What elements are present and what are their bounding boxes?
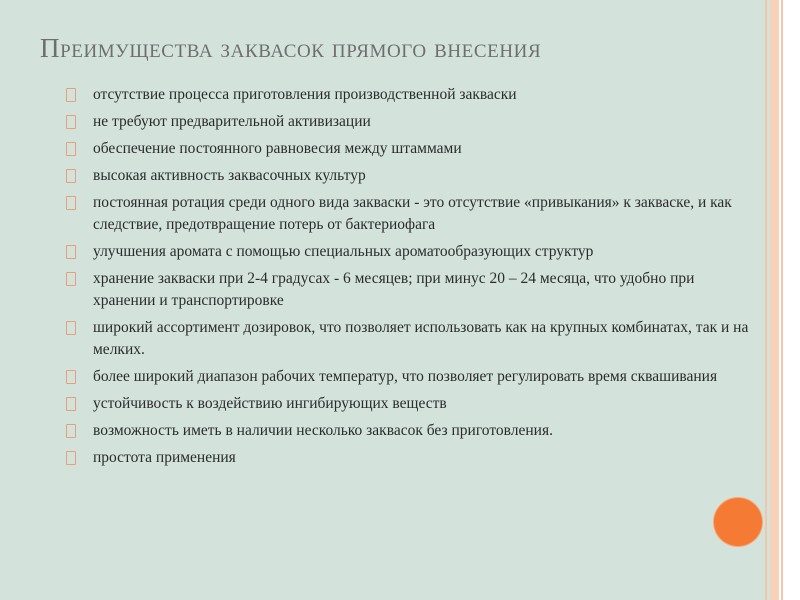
bullet-text: возможность иметь в наличии несколько заквасок без приготовления.	[93, 422, 553, 439]
bullet-item	[66, 317, 756, 361]
side-stripe	[770, 0, 779, 600]
bullet-icon	[66, 169, 76, 183]
bullet-icon	[66, 370, 76, 384]
bullet-item	[66, 165, 756, 187]
bullet-item	[66, 268, 756, 312]
bullet-icon	[66, 424, 76, 438]
bullet-text: более широкий диапазон рабочих температур, что позволяет регулировать время сквашивания	[93, 368, 718, 385]
bullet-icon	[66, 245, 76, 259]
bullet-icon	[66, 451, 76, 465]
bullet-icon	[66, 272, 76, 286]
bullet-icon	[66, 142, 76, 156]
bullet-text: улучшения аромата с помощью специальных ароматообразующих структур	[93, 243, 594, 260]
bullet-item	[66, 393, 756, 415]
side-stripe	[765, 0, 767, 600]
bullet-icon	[66, 397, 76, 411]
bullet-text: хранение закваски при 2-4 градусах - 6 месяцев; при минус 20 – 24 месяца, что удобно при хранении и транспортировке	[93, 270, 695, 309]
orange-circle-decoration	[714, 498, 762, 546]
bullet-item	[66, 366, 756, 388]
bullet-icon	[66, 196, 76, 210]
bullet-item	[66, 420, 756, 442]
side-margin	[786, 0, 800, 600]
bullet-text: высокая активность заквасочных культур	[93, 167, 366, 184]
bullet-item	[66, 192, 756, 236]
bullet-icon	[66, 88, 76, 102]
bullet-text: широкий ассортимент дозировок, что позволяет использовать как на крупных комбинатах, так и на мелких.	[93, 319, 749, 358]
bullet-text: простота применения	[93, 449, 236, 466]
slide-title: Преимущества заквасок прямого внесения	[40, 33, 542, 63]
bullet-item	[66, 447, 756, 469]
side-stripe	[781, 0, 783, 600]
bullet-item	[66, 111, 756, 133]
bullet-text: устойчивость к воздействию ингибирующих веществ	[93, 395, 447, 412]
bullet-text: отсутствие процесса приготовления производственной закваски	[93, 86, 517, 103]
bullet-item	[66, 84, 756, 106]
bullet-icon	[66, 115, 76, 129]
bullet-text: обеспечение постоянного равновесия между штаммами	[93, 140, 462, 157]
bullet-text: постоянная ротация среди одного вида закваски - это отсутствие «привыкания» к закваске, и как следствие, предотвращение потерь от бактериофага	[93, 194, 732, 233]
bullet-item	[66, 138, 756, 160]
bullet-icon	[66, 321, 76, 335]
bullet-list	[66, 84, 756, 474]
bullet-item	[66, 241, 756, 263]
bullet-text: не требуют предварительной активизации	[93, 113, 371, 130]
